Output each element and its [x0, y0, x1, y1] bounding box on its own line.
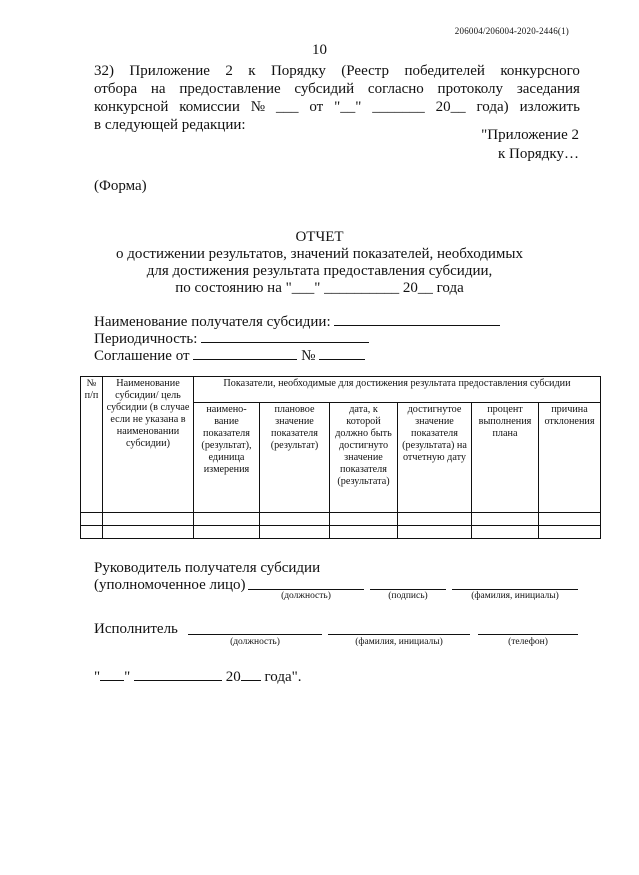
header-achieved-value: достигнутое значение показателя (результата) на отчетную дату: [398, 403, 472, 513]
recipient-blank[interactable]: [334, 312, 500, 326]
date-line: [94, 667, 302, 686]
intro-word: комиссии: [179, 99, 240, 115]
header-indicators-group: Показатели, необходимые для достижения результата предоставления субсидии: [194, 377, 601, 403]
head-position-caption: (должность): [281, 591, 331, 601]
agreement-field: [94, 346, 365, 365]
intro-word: конкурсной: [94, 99, 169, 115]
intro-line-4: в следующей редакции:: [94, 117, 246, 133]
table-cell[interactable]: [330, 513, 398, 526]
table-cell[interactable]: [81, 513, 103, 526]
intro-word: от: [309, 99, 324, 115]
intro-word: ___: [275, 99, 299, 115]
table-cell[interactable]: [81, 526, 103, 539]
head-name-line[interactable]: [452, 589, 578, 590]
recipient-label: Наименование получателя субсидии:: [94, 314, 331, 330]
table-cell[interactable]: [330, 526, 398, 539]
intro-word: _______: [372, 99, 425, 115]
intro-line-1: [94, 62, 580, 80]
agreement-number-blank[interactable]: [319, 346, 365, 360]
date-year: 20: [225, 669, 241, 685]
table-cell[interactable]: [103, 526, 194, 539]
executor-name-line[interactable]: [328, 634, 470, 635]
table-cell[interactable]: [194, 526, 260, 539]
intro-word: согласно: [367, 81, 424, 97]
table-cell[interactable]: [260, 526, 330, 539]
head-label-2: (уполномоченное лицо): [94, 577, 246, 593]
report-heading: ОТЧЕТ: [295, 229, 344, 245]
table-cell[interactable]: [472, 513, 539, 526]
header-subsidy-name: Наименование субсидии/ цель субсидии (в случае если не указана в наименовании субсидии): [103, 377, 194, 513]
date-month-blank[interactable]: [134, 667, 222, 681]
intro-word: победителей: [404, 63, 485, 79]
head-signature-line[interactable]: [370, 589, 446, 590]
table-cell[interactable]: [472, 526, 539, 539]
executor-phone-caption: (телефон): [508, 637, 548, 647]
table-cell[interactable]: [194, 513, 260, 526]
table-row: [81, 526, 601, 539]
intro-word: изложить: [519, 99, 580, 115]
executor-label: Исполнитель: [94, 621, 178, 637]
executor-phone-line[interactable]: [478, 634, 578, 635]
intro-word: на: [150, 81, 166, 97]
table-cell[interactable]: [398, 526, 472, 539]
date-close-quote: ": [124, 669, 131, 685]
intro-word: 32): [94, 63, 114, 79]
intro-line-2: [94, 80, 580, 98]
form-label: (Форма): [94, 178, 147, 194]
table-cell[interactable]: [103, 513, 194, 526]
intro-word: к: [248, 63, 256, 79]
intro-word: 20__: [435, 99, 466, 115]
agreement-date-blank[interactable]: [193, 346, 297, 360]
header-planned-value: плановое значение показателя (результат): [260, 403, 330, 513]
intro-word: субсидий: [294, 81, 355, 97]
head-position-line[interactable]: [248, 589, 364, 590]
intro-word: года): [476, 99, 509, 115]
intro-word: конкурсного: [500, 63, 580, 79]
intro-word: "__": [334, 99, 362, 115]
header-num: № п/п: [81, 377, 103, 513]
intro-word: (Реестр: [341, 63, 390, 79]
date-day-blank[interactable]: [100, 667, 124, 681]
report-subtitle-3: по состоянию на "___" __________ 20__ года: [175, 280, 464, 296]
head-label-1: Руководитель получателя субсидии: [94, 560, 321, 576]
intro-word: протоколу: [437, 81, 504, 97]
report-table: [80, 376, 601, 539]
periodicity-label: Периодичность:: [94, 331, 198, 347]
date-suffix: года".: [264, 669, 302, 685]
executor-position-line[interactable]: [188, 634, 322, 635]
periodicity-blank[interactable]: [201, 329, 369, 343]
executor-name-caption: (фамилия, инициалы): [355, 637, 443, 647]
head-name-caption: (фамилия, инициалы): [471, 591, 559, 601]
date-year-blank[interactable]: [241, 667, 261, 681]
intro-word: отбора: [94, 81, 138, 97]
intro-word: Порядку: [270, 63, 326, 79]
page-number: 10: [312, 42, 327, 58]
table-row: [81, 513, 601, 526]
intro-word: заседания: [516, 81, 580, 97]
intro-line-3: [94, 98, 580, 116]
report-subtitle-1: о достижении результатов, значений показателей, необходимых: [116, 246, 523, 262]
agreement-number-sign: №: [301, 348, 316, 364]
agreement-label: Соглашение от: [94, 348, 190, 364]
head-signature-caption: (подпись): [388, 591, 428, 601]
annex-reference: [481, 126, 579, 164]
intro-word: предоставление: [179, 81, 281, 97]
report-subtitle-2: для достижения результата предоставления субсидии,: [146, 263, 493, 279]
document-id: 206004/206004-2020-2446(1): [454, 26, 569, 36]
intro-word: 2: [225, 63, 233, 79]
annex-line-2: к Порядку…: [498, 146, 579, 162]
header-target-date: дата, к которой должно быть достигнуто значение показателя (результата): [330, 403, 398, 513]
intro-paragraph: [94, 62, 580, 134]
annex-line-1: "Приложение 2: [481, 127, 579, 143]
date-open-quote: ": [94, 669, 101, 685]
header-deviation-reason: причина отклонения: [539, 403, 601, 513]
intro-word: №: [250, 99, 266, 115]
table-cell[interactable]: [539, 526, 601, 539]
table-cell[interactable]: [398, 513, 472, 526]
table-cell[interactable]: [539, 513, 601, 526]
header-indicator-name: наимено- вание показателя (результат), единица измерения: [194, 403, 260, 513]
table-cell[interactable]: [260, 513, 330, 526]
executor-position-caption: (должность): [230, 637, 280, 647]
intro-word: Приложение: [129, 63, 210, 79]
header-plan-percent: процент выполнения плана: [472, 403, 539, 513]
